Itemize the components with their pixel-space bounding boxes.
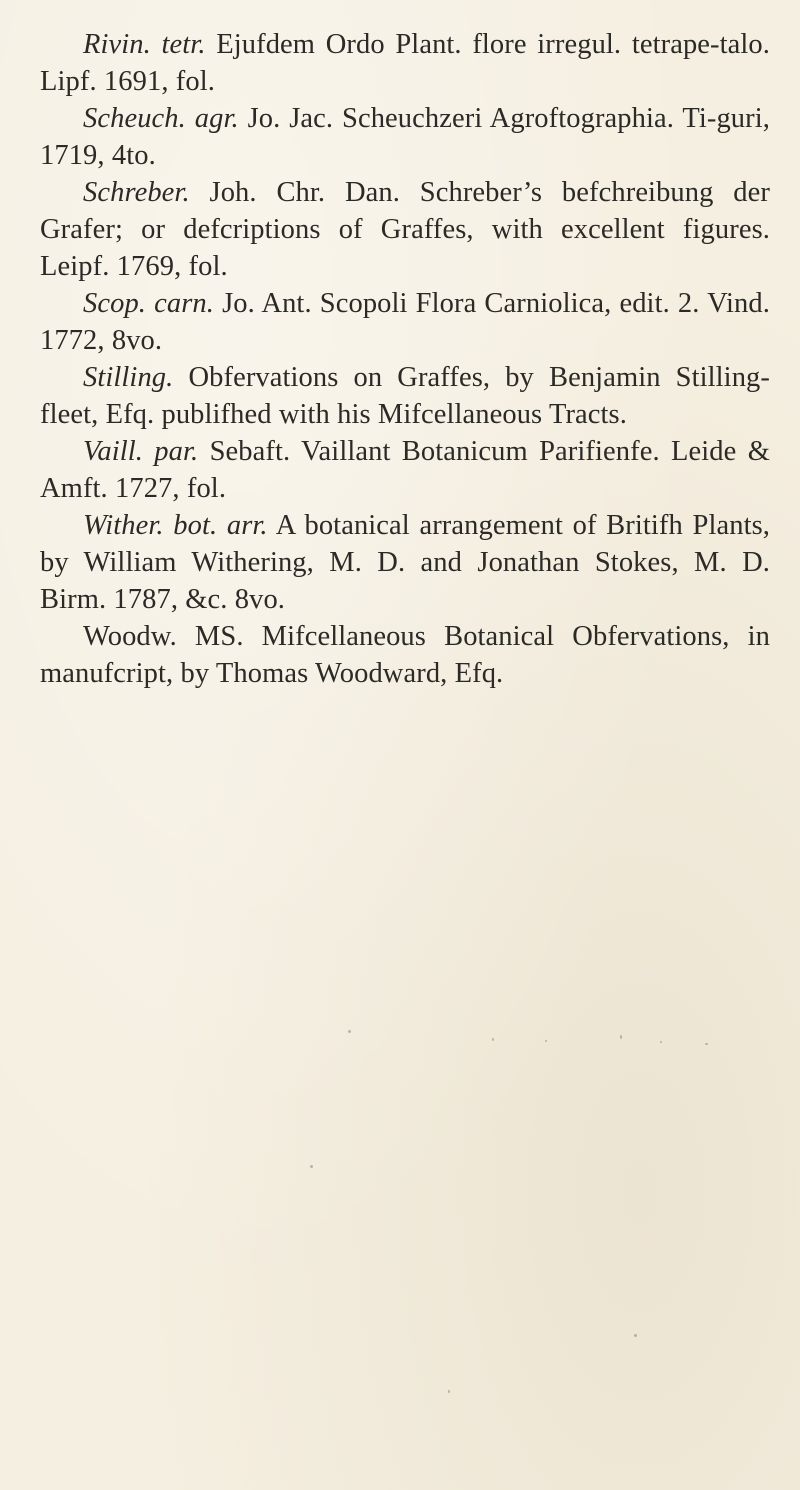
entry-text: Jo. Ant. Scopoli Flora Carniolica, edit. 2. Vind. 1772, 8vo. bbox=[40, 288, 770, 356]
bibliography-entry bbox=[40, 359, 770, 433]
entry-abbreviation: Wither. bot. arr. bbox=[83, 510, 268, 541]
bibliography-entry bbox=[40, 507, 770, 618]
bibliography-entry bbox=[40, 174, 770, 285]
bibliography-entry bbox=[40, 285, 770, 359]
paper-speck bbox=[620, 1035, 622, 1039]
paper-speck bbox=[660, 1041, 662, 1043]
bibliography-list bbox=[40, 26, 770, 692]
bibliography-entry bbox=[40, 433, 770, 507]
entry-abbreviation: Scop. carn. bbox=[83, 288, 214, 319]
entry-text: A botanical arrangement of Britifh Plants, by William Withering, M. D. and Jonathan Stokes, M. D. Birm. 1787, &c. 8vo. bbox=[40, 510, 770, 615]
entry-text: Ejufdem Ordo Plant. flore irregul. tetrape-talo. Lipf. 1691, fol. bbox=[40, 29, 770, 97]
paper-speck bbox=[348, 1030, 351, 1033]
entry-text: Sebaft. Vaillant Botanicum Parifienfe. Leide & Amft. 1727, fol. bbox=[40, 436, 770, 504]
bibliography-entry bbox=[40, 26, 770, 100]
entry-abbreviation: Rivin. tetr. bbox=[83, 29, 206, 60]
entry-abbreviation: Schreber. bbox=[83, 177, 190, 208]
paper-speck bbox=[448, 1390, 450, 1393]
paper-speck bbox=[634, 1334, 637, 1337]
entry-abbreviation: Stilling. bbox=[83, 362, 174, 393]
entry-abbreviation: Scheuch. agr. bbox=[83, 103, 239, 134]
bibliography-entry bbox=[40, 100, 770, 174]
paper-speck bbox=[705, 1043, 708, 1045]
paper-speck bbox=[310, 1165, 313, 1168]
paper-speck bbox=[492, 1038, 494, 1041]
entry-text: Joh. Chr. Dan. Schreber’s befchreibung der Grafer; or defcriptions of Graffes, with excellent figures. Leipf. 1769, fol. bbox=[40, 177, 770, 282]
entry-abbreviation: Vaill. par. bbox=[83, 436, 199, 467]
bibliography-entry bbox=[40, 618, 770, 692]
paper-speck bbox=[545, 1040, 547, 1042]
entry-text: Woodw. MS. Mifcellaneous Botanical Obfervations, in manufcript, by Thomas Woodward, Efq. bbox=[40, 621, 770, 689]
entry-text: Jo. Jac. Scheuchzeri Agroftographia. Ti-guri, 1719, 4to. bbox=[40, 103, 770, 171]
entry-text: Obfervations on Graffes, by Benjamin Stilling-fleet, Efq. publifhed with his Mifcellaneous Tracts. bbox=[40, 362, 770, 430]
